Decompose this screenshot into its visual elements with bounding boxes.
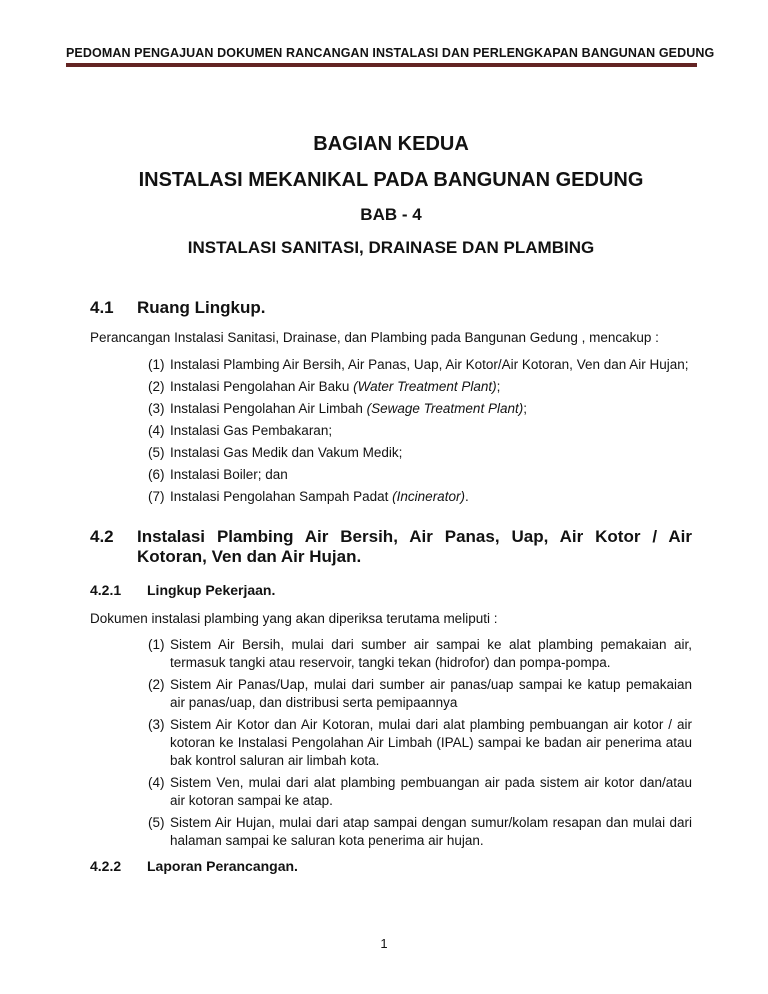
section-4-2-1-intro: Dokumen instalasi plambing yang akan diperiksa terutama meliputi : [90, 611, 498, 626]
item-text-plain: Instalasi Boiler; dan [170, 467, 288, 482]
list-item [148, 636, 692, 672]
list-item-text [170, 488, 692, 506]
section-4-1-intro: Perancangan Instalasi Sanitasi, Drainase, dan Plambing pada Bangunan Gedung , mencakup : [90, 330, 659, 345]
list-item [148, 356, 692, 374]
page-number: 1 [380, 936, 388, 951]
item-text-italic: (Water Treatment Plant) [353, 379, 497, 394]
list-item-number: (5) [148, 815, 165, 830]
list-item [148, 444, 692, 462]
section-4-2-2-heading [90, 858, 692, 875]
list-item [148, 488, 692, 506]
list-item-text: Sistem Air Panas/Uap, mulai dari sumber air panas/uap sampai ke katup pemakaian air panas/uap, dan distribusi serta pemipaannya [170, 677, 692, 710]
list-item [148, 774, 692, 810]
list-item-number: (4) [148, 423, 165, 438]
list-item-number: (6) [148, 467, 165, 482]
section-4-2-heading [90, 527, 692, 567]
item-text-tail: ; [523, 401, 527, 416]
title-block [90, 133, 692, 271]
item-text-plain: Instalasi Gas Medik dan Vakum Medik; [170, 445, 403, 460]
running-header [66, 46, 715, 67]
item-text-plain: Instalasi Plambing Air Bersih, Air Panas, Uap, Air Kotor/Air Kotoran, Ven dan Air Hujan; [170, 357, 689, 372]
doc-title-line4: INSTALASI SANITASI, DRAINASE DAN PLAMBING [187, 238, 595, 257]
section-4-2-1-list [148, 636, 692, 850]
list-item-text: Sistem Ven, mulai dari alat plambing pembuangan air pada sistem air kotor dan/atau air kotoran sampai ke atap. [170, 775, 692, 808]
list-item-number: (3) [148, 717, 165, 732]
item-text-plain: Instalasi Gas Pembakaran; [170, 423, 333, 438]
header-rule [66, 63, 697, 67]
section-number: 4.2 [90, 527, 114, 546]
section-4-1-heading [90, 298, 692, 318]
list-item-number: (4) [148, 775, 165, 790]
list-item-number: (2) [148, 379, 165, 394]
list-item [148, 378, 692, 396]
list-item [148, 400, 692, 418]
list-item-text: Sistem Air Bersih, mulai dari sumber air sampai ke alat plambing pemakaian air, termasuk tangki atau reservoir, tangki tekan (hidrofor) dan pompa-pompa. [170, 637, 692, 670]
list-item-number: (7) [148, 489, 165, 504]
item-text-plain: Instalasi Pengolahan Air Baku [170, 379, 354, 394]
list-item [148, 422, 692, 440]
list-item-number: (2) [148, 677, 165, 692]
list-item [148, 716, 692, 770]
list-item [148, 676, 692, 712]
item-text-plain: Instalasi Pengolahan Air Limbah [170, 401, 367, 416]
item-text-italic: (Sewage Treatment Plant) [366, 401, 524, 416]
section-title: Laporan Perancangan. [147, 858, 298, 874]
doc-title-line2: INSTALASI MEKANIKAL PADA BANGUNAN GEDUNG [138, 169, 644, 191]
page-content [90, 298, 692, 875]
section-4-1 [90, 298, 692, 506]
list-item-text: Sistem Air Kotor dan Air Kotoran, mulai dari alat plambing pembuangan air kotor / air kotoran ke Instalasi Pengolahan Air Limbah (IPAL) sampai ke badan air penerima atau bak kontrol saluran air limbah kota. [170, 717, 692, 768]
list-item-number: (5) [148, 445, 165, 460]
section-title: Ruang Lingkup. [137, 298, 266, 317]
section-title: Instalasi Plambing Air Bersih, Air Panas, Uap, Air Kotor / Air Kotoran, Ven dan Air Hujan. [137, 527, 692, 566]
section-4-2-1-heading [90, 582, 692, 599]
section-4-2 [90, 527, 692, 875]
item-text-plain: Instalasi Pengolahan Sampah Padat [170, 489, 393, 504]
section-number: 4.2.1 [90, 582, 122, 598]
section-number: 4.1 [90, 298, 114, 317]
list-item-text [170, 400, 692, 418]
list-item-text [170, 422, 692, 440]
doc-title-line1: BAGIAN KEDUA [313, 133, 469, 155]
list-item-text [170, 444, 692, 462]
doc-title-line3: BAB - 4 [360, 205, 422, 224]
list-item-text [170, 356, 692, 374]
list-item [148, 466, 692, 484]
item-text-tail: ; [496, 379, 501, 394]
section-title: Lingkup Pekerjaan. [147, 582, 276, 598]
item-text-italic: (Incinerator) [392, 489, 465, 504]
list-item-number: (3) [148, 401, 165, 416]
list-item [148, 814, 692, 850]
list-item-text [170, 378, 692, 396]
header-title: PEDOMAN PENGAJUAN DOKUMEN RANCANGAN INSTALASI DAN PERLENGKAPAN BANGUNAN GEDUNG [66, 46, 715, 60]
list-item-number: (1) [148, 637, 165, 652]
section-4-1-list [148, 356, 692, 506]
section-number: 4.2.2 [90, 858, 122, 874]
item-text-tail: . [464, 489, 469, 504]
list-item-text [170, 466, 692, 484]
list-item-number: (1) [148, 357, 165, 372]
list-item-text: Sistem Air Hujan, mulai dari atap sampai dengan sumur/kolam resapan dan mulai dari halaman sampai ke saluran kota penerima air hujan. [170, 815, 692, 848]
